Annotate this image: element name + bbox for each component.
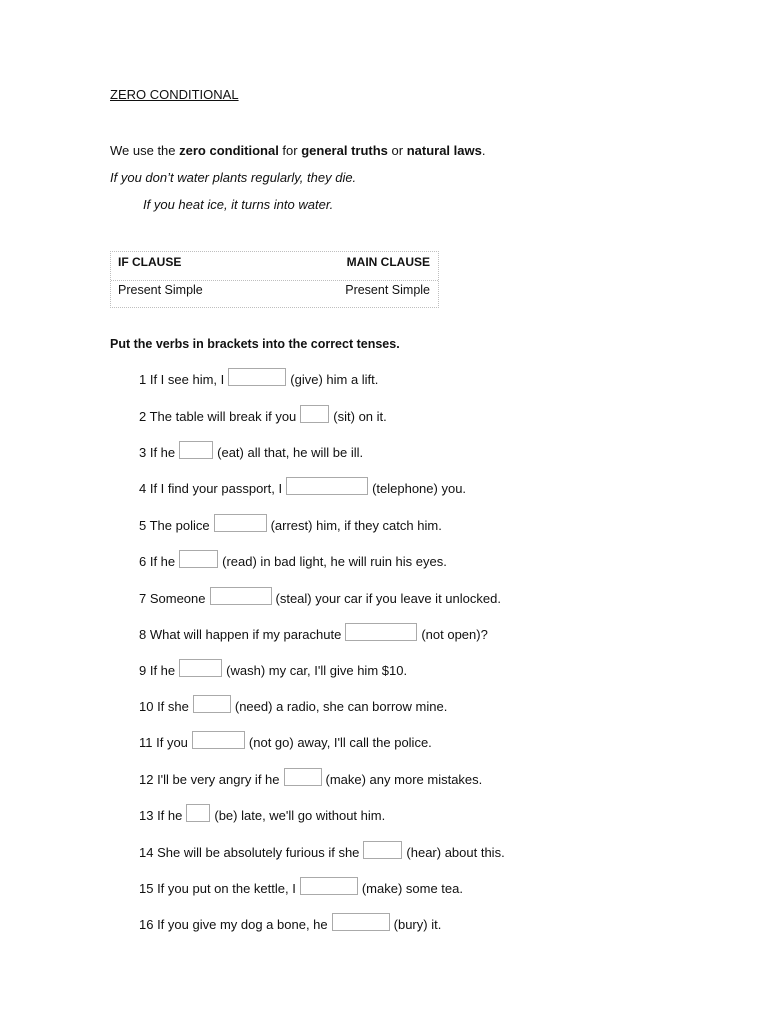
intro-text-1: We use the: [110, 143, 180, 158]
exercise-item: [139, 729, 432, 751]
exercise-text-before: 6 If he: [139, 554, 176, 569]
exercise-text-before: 2 The table will break if you: [139, 409, 297, 424]
answer-field[interactable]: [214, 514, 267, 532]
answer-field[interactable]: [363, 841, 402, 859]
exercise-instructions: Put the verbs in brackets into the correct tenses.: [110, 337, 400, 351]
exercise-item: [139, 475, 466, 497]
exercise-text-before: 7 Someone: [139, 591, 206, 606]
answer-field[interactable]: [179, 441, 213, 459]
exercise-item: [139, 512, 442, 534]
exercise-text-after: (make) some tea.: [361, 881, 463, 896]
intro-text-2: for: [278, 143, 302, 158]
exercise-item: [139, 839, 505, 861]
table-row: [111, 280, 438, 308]
exercise-text-before: 10 If she: [139, 699, 189, 714]
exercise-text-after: (read) in bad light, he will ruin his eyes.: [222, 554, 447, 569]
exercise-text-after: (not go) away, I'll call the police.: [248, 735, 432, 750]
exercise-text-after: (eat) all that, he will be ill.: [217, 445, 364, 460]
exercise-text-before: 11 If you: [139, 735, 188, 750]
exercise-text-before: 16 If you give my dog a bone, he: [139, 917, 328, 932]
example-sentence-2: If you heat ice, it turns into water.: [143, 197, 334, 212]
main-clause-tense: Present Simple: [345, 283, 430, 297]
exercise-item: [139, 366, 378, 388]
exercise-text-before: 1 If I see him, I: [139, 372, 225, 387]
intro-text-3: or: [387, 143, 407, 158]
exercise-item: [139, 766, 482, 788]
exercise-text-after: (arrest) him, if they catch him.: [270, 518, 442, 533]
exercise-item: [139, 802, 385, 824]
answer-field[interactable]: [345, 623, 417, 641]
answer-field[interactable]: [286, 477, 368, 495]
page-title: ZERO CONDITIONAL: [110, 87, 239, 102]
exercise-text-after: (not open)?: [421, 627, 488, 642]
intro-paragraph: [110, 143, 485, 158]
answer-field[interactable]: [210, 587, 272, 605]
answer-field[interactable]: [300, 405, 329, 423]
exercise-item: [139, 911, 441, 933]
answer-field[interactable]: [193, 695, 231, 713]
exercise-text-after: (bury) it.: [393, 917, 442, 932]
answer-field[interactable]: [179, 659, 222, 677]
clause-table: [110, 251, 439, 308]
exercise-text-after: (sit) on it.: [333, 409, 387, 424]
exercise-text-before: 12 I'll be very angry if he: [139, 772, 280, 787]
exercise-item: [139, 548, 447, 570]
answer-field[interactable]: [179, 550, 218, 568]
exercise-text-after: (telephone) you.: [372, 481, 467, 496]
exercise-text-after: (steal) your car if you leave it unlocked.: [275, 591, 501, 606]
header-main-clause: MAIN CLAUSE: [346, 255, 430, 269]
answer-field[interactable]: [332, 913, 390, 931]
exercise-text-before: 3 If he: [139, 445, 176, 460]
table-header-row: [111, 252, 438, 281]
exercise-text-after: (be) late, we'll go without him.: [214, 808, 386, 823]
exercise-text-before: 5 The police: [139, 518, 210, 533]
exercise-text-before: 14 She will be absolutely furious if she: [139, 845, 360, 860]
exercise-item: [139, 439, 363, 461]
exercise-text-before: 15 If you put on the kettle, I: [139, 881, 296, 896]
example-sentence-1: If you don’t water plants regularly, they die.: [110, 170, 357, 185]
if-clause-tense: Present Simple: [118, 283, 203, 297]
answer-field[interactable]: [186, 804, 210, 822]
exercise-item: [139, 621, 488, 643]
exercise-text-before: 4 If I find your passport, I: [139, 481, 283, 496]
exercise-text-after: (hear) about this.: [406, 845, 505, 860]
exercise-text-before: 9 If he: [139, 663, 176, 678]
exercise-text-after: (wash) my car, I'll give him $10.: [226, 663, 408, 678]
intro-text-4: .: [481, 143, 486, 158]
header-if-clause: IF CLAUSE: [118, 255, 182, 269]
answer-field[interactable]: [284, 768, 322, 786]
exercise-item: [139, 693, 447, 715]
intro-bold-zero-conditional: zero conditional: [179, 143, 279, 158]
exercise-item: [139, 403, 387, 425]
answer-field[interactable]: [228, 368, 286, 386]
exercise-text-after: (give) him a lift.: [290, 372, 379, 387]
exercise-text-before: 13 If he: [139, 808, 183, 823]
answer-field[interactable]: [300, 877, 358, 895]
exercise-item: [139, 657, 407, 679]
exercise-item: [139, 585, 501, 607]
answer-field[interactable]: [192, 731, 245, 749]
exercise-item: [139, 875, 463, 897]
exercise-text-before: 8 What will happen if my parachute: [139, 627, 342, 642]
intro-bold-natural-laws: natural laws: [406, 143, 482, 158]
intro-bold-general-truths: general truths: [301, 143, 388, 158]
exercise-text-after: (need) a radio, she can borrow mine.: [234, 699, 448, 714]
exercise-text-after: (make) any more mistakes.: [325, 772, 483, 787]
